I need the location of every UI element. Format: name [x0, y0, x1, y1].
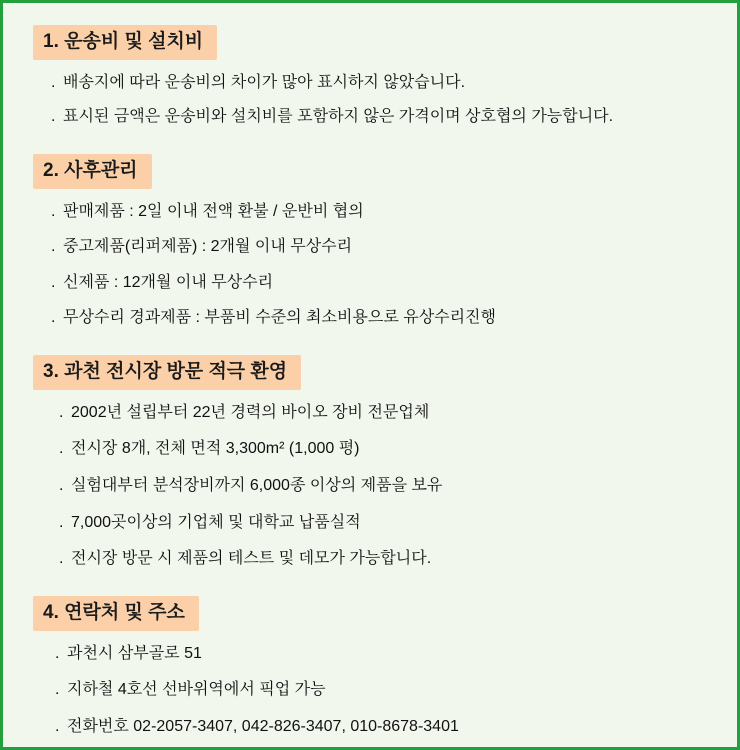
bullet-list	[25, 72, 717, 128]
list-item	[25, 475, 717, 497]
list-item-text: 판매제품 : 2일 이내 전액 환불 / 운반비 협의	[63, 202, 364, 220]
list-item	[25, 236, 717, 258]
bullet-marker-icon: .	[55, 681, 60, 699]
list-item-text: 전시장 8개, 전체 면적 3,300m² (1,000 평)	[71, 440, 360, 458]
list-item	[25, 643, 717, 665]
section-heading: 4. 연락처 및 주소	[33, 596, 199, 631]
bullet-marker-icon: .	[51, 202, 56, 220]
bullet-list	[25, 201, 717, 329]
bullet-marker-icon: .	[59, 550, 64, 568]
bullet-marker-icon: .	[51, 73, 56, 91]
bullet-marker-icon: .	[59, 477, 64, 494]
list-item-text: 과천시 삼부골로 51	[67, 644, 202, 662]
list-item-text: 실험대부터 분석장비까지 6,000종 이상의 제품을 보유	[71, 477, 443, 494]
list-item-text: 신제품 : 12개월 이내 무상수리	[63, 273, 274, 291]
list-item-text: 배송지에 따라 운송비의 차이가 많아 표시하지 않았습니다.	[63, 73, 466, 91]
bullet-marker-icon: .	[51, 273, 56, 291]
list-item	[25, 402, 717, 424]
bullet-marker-icon: .	[59, 403, 64, 421]
list-item	[25, 679, 717, 701]
list-item-text: 지하철 4호선 선바위역에서 픽업 가능	[67, 681, 326, 699]
bullet-list	[25, 402, 717, 570]
list-item	[25, 72, 717, 94]
section-heading: 3. 과천 전시장 방문 적극 환영	[33, 355, 301, 390]
list-item-text: 2002년 설립부터 22년 경력의 바이오 장비 전문업체	[71, 403, 430, 421]
bullet-list	[25, 643, 717, 738]
list-item-text: 중고제품(리퍼제품) : 2개월 이내 무상수리	[63, 238, 353, 256]
list-item	[25, 438, 717, 460]
section-showroom-visit	[25, 355, 717, 570]
list-item	[25, 307, 717, 329]
list-item	[25, 106, 717, 128]
section-heading: 2. 사후관리	[33, 154, 152, 189]
list-item	[25, 548, 717, 570]
section-shipping-installation	[25, 25, 717, 128]
list-item-text: 7,000곳이상의 기업체 및 대학교 납품실적	[71, 513, 361, 531]
bullet-marker-icon: .	[59, 440, 64, 458]
list-item-text: 전화번호 02-2057-3407, 042-826-3407, 010-8678-3401	[67, 717, 459, 735]
list-item	[25, 272, 717, 294]
bullet-marker-icon: .	[59, 513, 64, 531]
bullet-marker-icon: .	[51, 309, 56, 327]
section-contact-address	[25, 596, 717, 738]
bullet-marker-icon: .	[55, 717, 60, 735]
list-item	[25, 201, 717, 223]
list-item	[25, 512, 717, 534]
list-item-text: 전시장 방문 시 제품의 테스트 및 데모가 가능합니다.	[71, 550, 432, 568]
section-after-service	[25, 154, 717, 329]
bullet-marker-icon: .	[51, 108, 56, 126]
list-item	[25, 716, 717, 738]
list-item-text: 무상수리 경과제품 : 부품비 수준의 최소비용으로 유상수리진행	[63, 309, 496, 327]
section-heading: 1. 운송비 및 설치비	[33, 25, 217, 60]
bullet-marker-icon: .	[51, 238, 56, 256]
bullet-marker-icon: .	[55, 644, 60, 662]
list-item-text: 표시된 금액은 운송비와 설치비를 포함하지 않은 가격이며 상호협의 가능합니다.	[63, 108, 614, 126]
